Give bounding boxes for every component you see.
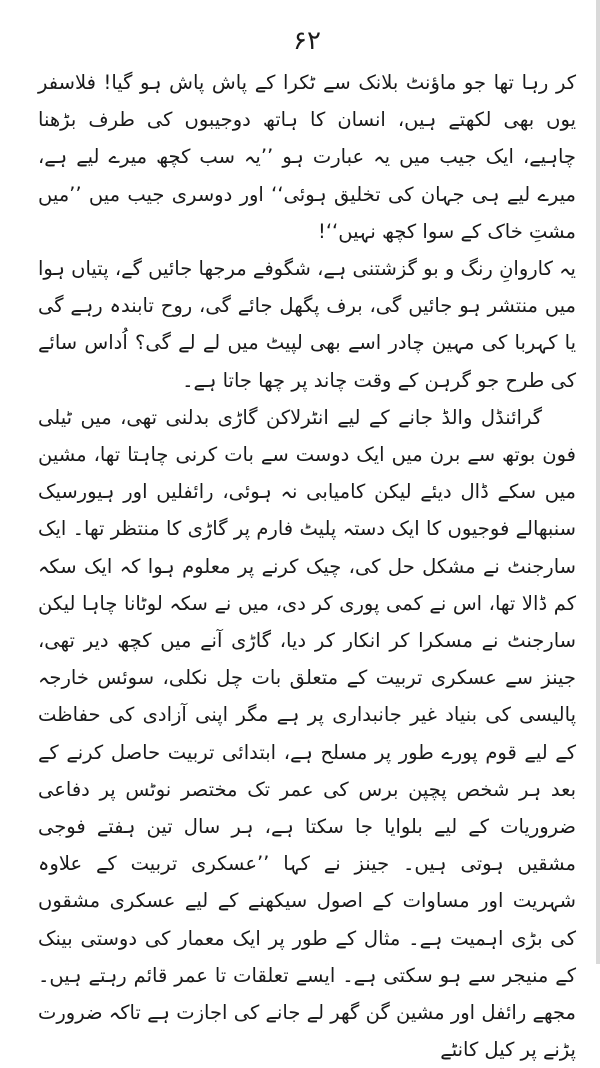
paragraph-3: گرائنڈل والڈ جانے کے لیے انٹرلاکن گاڑی بدلنی تھی، میں ٹیلی فون بوتھ سے برن میں ایک دوست سے بات کرنی چاہتا تھا، مشین میں سکے ڈال دیئے لیکن کامیابی نہ ہوئی، رائفلیں اور ہیورسیک سنبھالے فوجیوں کا ایک دستہ پلیٹ فارم پر گاڑی کا منتظر تھا۔ ایک سارجنٹ نے مشکل حل کی، چیک کرنے پر معلوم ہوا کہ ایک سکہ کم ڈالا تھا، اس نے کمی پوری کر دی، میں نے سکہ لوٹانا چاہا لیکن سارجنٹ نے مسکرا کر انکار کر دیا، گاڑی آنے میں کچھ دیر تھی، جینز سے عسکری تربیت کے متعلق بات چل نکلی، سوئس خارجہ پالیسی کی بنیاد غیر جانبداری پر ہے مگر اپنی آزادی کی حفاظت کے لیے قوم پورے طور پر مسلح ہے، ابتدائی تربیت حاصل کرنے کے بعد ہر شخص پچپن برس کی عمر تک مختصر نوٹس پر دفاعی ضروریات کے لیے بلوایا جا سکتا ہے، ہر سال تین ہفتے فوجی مشقیں ہوتی ہیں۔ جینز نے کہا ’’عسکری تربیت کے علاوہ شہریت اور مساوات کے اصول سیکھنے کے لیے عسکری مشقوں کی بڑی اہمیت ہے۔ مثال کے طور پر ایک معمار کی دوستی بینک کے منیجر سے ہو سکتی ہے۔ ایسے تعلقات تا عمر قائم رہتے ہیں۔ مجھے رائفل اور مشین گن گھر لے جانے کی اجازت ہے تاکہ ضرورت پڑنے پر کیل کانٹے — [38, 405, 576, 1062]
paragraph-2: یہ کاروانِ رنگ و بو گزشتنی ہے، شگوفے مرجھا جائیں گے، پتیاں ہوا میں منتشر ہو جائیں گی، برف پگھل جائے گی، روح تابندہ رہے گی یا کہربا کی مہین چادر اسے بھی لپیٹ میں لے لے گی؟ اُداس سائے کی طرح جو گرہن کے وقت چاند پر چھا جاتا ہے۔ — [38, 257, 576, 392]
page-number: ۶۲ — [293, 26, 321, 56]
page-edge — [596, 0, 600, 964]
paragraph-1: کر رہا تھا جو ماؤنٹ بلانک سے ٹکرا کے پاش پاش ہو گیا! فلاسفر یوں بھی لکھتے ہیں، انسان کا ہاتھ دوجیبوں کی طرف بڑھنا چاہیے، ایک جیب میں یہ عبارت ہو ’’یہ سب کچھ میرے لیے ہے، میرے لیے ہی جہان کی تخلیق ہوئی‘‘ اور دوسری جیب میں ’’میں مشتِ خاک کے سوا کچھ نہیں‘‘! — [38, 71, 576, 243]
